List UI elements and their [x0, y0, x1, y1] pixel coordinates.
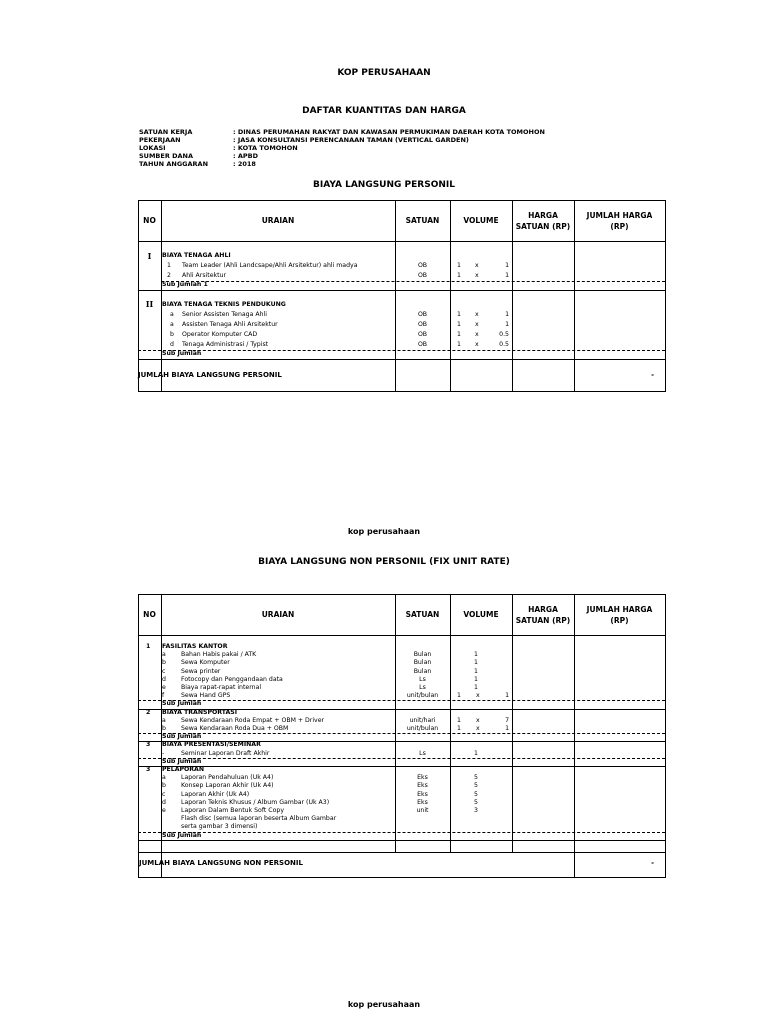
item-v1: 1: [474, 749, 478, 757]
item-satuan: OB: [417, 311, 428, 318]
item-index: e: [162, 807, 166, 814]
item-x: x: [475, 262, 479, 269]
total-label: JUMLAH BIAYA LANGSUNG PERSONIL: [138, 371, 282, 379]
item-name: Laporan Pendahuluan (Uk A4): [181, 774, 274, 782]
item-satuan: unit/bulan: [406, 725, 439, 732]
total-value: -: [651, 859, 654, 867]
item-index: b: [162, 725, 166, 732]
row-divider: [138, 766, 665, 767]
info-row: TAHUN ANGGARAN : 2018: [139, 160, 256, 168]
item-v1-left: 1: [457, 692, 461, 700]
item-v1: 1: [474, 675, 478, 683]
item-x: x: [475, 331, 479, 338]
col-satuan: SATUAN: [405, 216, 440, 225]
item-satuan: OB: [417, 262, 428, 269]
section-no: 3: [146, 741, 151, 749]
item-index: -: [162, 749, 165, 757]
section-title: BIAYA TENAGA AHLI: [162, 252, 231, 259]
item-name: Seminar Laporan Draft Akhir: [181, 749, 270, 757]
info-row: LOKASI : KOTA TOMOHON: [139, 144, 298, 152]
item-v1: 1: [457, 321, 461, 328]
item-index: f: [162, 692, 165, 700]
item-name: serta gambar 3 dimensi): [181, 823, 258, 831]
item-v1: 5: [474, 782, 478, 790]
info-row: SUMBER DANA : APBD: [139, 152, 259, 160]
item-name: Sewa Kendaraan Roda Empat + OBM + Driver: [181, 716, 325, 724]
section-title: PELAPORAN: [162, 766, 205, 773]
section-no: I: [147, 251, 152, 261]
item-v2: 0.5: [499, 341, 509, 348]
subtotal-label: Sub Jumlah: [162, 700, 202, 708]
item-index: d: [162, 798, 166, 806]
row-divider: [138, 832, 665, 833]
col-volume: VOLUME: [463, 216, 499, 225]
item-x: x: [476, 692, 480, 700]
item-name: Team Leader (Ahli Landcsape/Ahli Arsitektur) ahli madya: [182, 262, 358, 269]
item-satuan: Eks: [417, 782, 428, 790]
section-no: 3: [146, 766, 151, 773]
item-v1: 5: [474, 798, 478, 806]
item-v1: 1: [457, 311, 461, 318]
section-no: 2: [146, 708, 151, 716]
item-name: Sewa printer: [181, 667, 221, 675]
item-satuan: Ls: [419, 684, 426, 691]
info-row: PEKERJAAN : JASA KONSULTANSI PERENCANAAN TAMAN (VERTICAL GARDEN): [139, 136, 469, 144]
item-satuan: Bulan: [413, 667, 432, 675]
item-name: Sewa Kendaraan Roda Dua + OBM: [181, 725, 289, 732]
section-title: BIAYA TENAGA TEKNIS PENDUKUNG: [162, 301, 286, 308]
item-v1: 1: [474, 684, 478, 691]
col-uraian: URAIAN: [261, 610, 295, 619]
personil-title: BIAYA LANGSUNG PERSONIL: [313, 180, 455, 190]
row-divider: [138, 840, 665, 841]
col-harga: HARGA SATUAN (RP): [515, 605, 571, 625]
item-name: Flash disc (semua laporan beserta Album Gambar: [181, 815, 337, 823]
footer-kop: kop perusahaan: [347, 1000, 421, 1009]
item-satuan: OB: [417, 331, 428, 338]
item-v1-left: 1: [457, 716, 461, 724]
subtotal-label: Sub Jumlah: [162, 757, 202, 765]
item-v1: 5: [474, 774, 478, 782]
item-name: Biaya rapat-rapat internal: [181, 684, 262, 691]
total-value: -: [651, 371, 654, 379]
col-volume: VOLUME: [463, 610, 499, 619]
item-index: 2: [167, 272, 171, 279]
item-v2: 7: [505, 716, 509, 724]
item-satuan: Eks: [417, 798, 428, 806]
item-x: x: [476, 716, 480, 724]
item-index: a: [170, 311, 174, 318]
item-v2: 1: [505, 311, 509, 318]
kop-title: KOP PERUSAHAAN: [337, 68, 431, 78]
item-v1: 1: [457, 331, 461, 338]
item-x: x: [475, 321, 479, 328]
item-index: b: [170, 331, 174, 338]
item-satuan: Eks: [417, 774, 428, 782]
item-index: c: [162, 667, 166, 675]
item-satuan: Bulan: [413, 659, 432, 667]
info-row: SATUAN KERJA : DINAS PERUMAHAN RAKYAT DAN KAWASAN PERMUKIMAN DAERAH KOTA TOMOHON: [139, 128, 545, 136]
item-satuan: OB: [417, 272, 428, 279]
item-name: Laporan Akhir (Uk A4): [181, 790, 250, 798]
item-index: 1: [167, 262, 171, 269]
item-index: a: [170, 321, 174, 328]
item-v1: 1: [474, 667, 478, 675]
total-label: JUMLAH BIAYA LANGSUNG NON PERSONIL: [139, 859, 303, 867]
item-name: Fotocopy dan Penggandaan data: [181, 675, 283, 683]
item-name: Sewa Komputer: [181, 659, 230, 667]
item-index: d: [162, 675, 166, 683]
item-v2: 1: [505, 262, 509, 269]
item-index: c: [162, 790, 166, 798]
item-name: Bahan Habis pakai / ATK: [181, 651, 257, 659]
item-index: b: [162, 659, 166, 667]
section-title: BIAYA TRANSPORTASI: [162, 708, 238, 716]
item-v1: 1: [457, 272, 461, 279]
col-satuan: SATUAN: [405, 610, 440, 619]
item-v2: 1: [505, 321, 509, 328]
item-v1: 1: [457, 262, 461, 269]
item-satuan: OB: [417, 341, 428, 348]
item-index: e: [162, 684, 166, 691]
document-title: DAFTAR KUANTITAS DAN HARGA: [302, 106, 466, 116]
item-name: Senior Assisten Tenaga Ahli: [182, 311, 267, 318]
item-v2: 1: [505, 272, 509, 279]
col-no: NO: [143, 610, 156, 619]
item-satuan: Ls: [419, 675, 426, 683]
item-satuan: unit/bulan: [406, 692, 439, 700]
subtotal-label: Sub Jumlah: [162, 733, 202, 741]
item-name: Laporan Teknis Khusus / Album Gambar (Uk A3): [181, 798, 330, 806]
item-index: d: [170, 341, 174, 348]
item-satuan: unit: [416, 807, 429, 814]
item-satuan: Ls: [419, 749, 426, 757]
item-index: a: [162, 774, 166, 782]
col-jumlah: JUMLAH HARGA (RP): [586, 211, 653, 231]
item-satuan: Bulan: [413, 651, 432, 659]
item-v2: 0.5: [499, 331, 509, 338]
item-v1: 1: [474, 651, 478, 659]
item-v1: 3: [474, 807, 478, 814]
item-v1-left: 1: [457, 725, 461, 732]
item-satuan: OB: [417, 321, 428, 328]
item-x: x: [475, 311, 479, 318]
item-v1: 1: [457, 341, 461, 348]
kop-label: kop perusahaan: [347, 527, 421, 536]
item-satuan: unit/hari: [409, 716, 436, 724]
section-title: FASILITAS KANTOR: [162, 643, 228, 650]
subtotal-label: Sub Jumlah: [162, 350, 202, 357]
item-name: Assisten Tenaga Ahli Arsitektur: [182, 321, 278, 328]
item-v1: 5: [474, 790, 478, 798]
col-uraian: URAIAN: [261, 216, 295, 225]
row-divider: [138, 758, 665, 759]
col-jumlah: JUMLAH HARGA (RP): [586, 605, 653, 625]
non-personil-title: BIAYA LANGSUNG NON PERSONIL (FIX UNIT RATE): [258, 557, 510, 567]
project-info: [139, 128, 545, 168]
item-x: x: [476, 725, 480, 732]
row-divider: [138, 700, 665, 701]
subtotal-label: Sub Jumlah 1: [162, 281, 208, 288]
item-v2: 1: [505, 692, 509, 700]
item-index: a: [162, 716, 166, 724]
item-name: Ahli Arsitektur: [182, 272, 226, 279]
item-x: x: [475, 272, 479, 279]
section-no: 1: [146, 643, 151, 650]
item-index: b: [162, 782, 166, 790]
col-no: NO: [143, 216, 156, 225]
item-v1: 1: [474, 659, 478, 667]
col-harga: HARGA SATUAN (RP): [515, 211, 571, 231]
item-satuan: Eks: [417, 790, 428, 798]
item-v2: 1: [505, 725, 509, 732]
item-name: Konsep Laporan Akhir (Uk A4): [181, 782, 274, 790]
item-name: Laporan Dalam Bentuk Soft Copy: [181, 807, 284, 814]
section-title: BIAYA PRESENTASI/SEMINAR: [162, 741, 261, 749]
item-name: Tenaga Administrasi / Typist: [182, 341, 269, 348]
item-name: Sewa Hand GPS: [181, 692, 231, 700]
item-name: Operator Komputer CAD: [182, 331, 258, 338]
item-index: a: [162, 651, 166, 659]
subtotal-label: Sub Jumlah: [162, 831, 202, 839]
item-x: x: [475, 341, 479, 348]
section-no: II: [145, 299, 154, 309]
row-divider: [138, 733, 665, 734]
